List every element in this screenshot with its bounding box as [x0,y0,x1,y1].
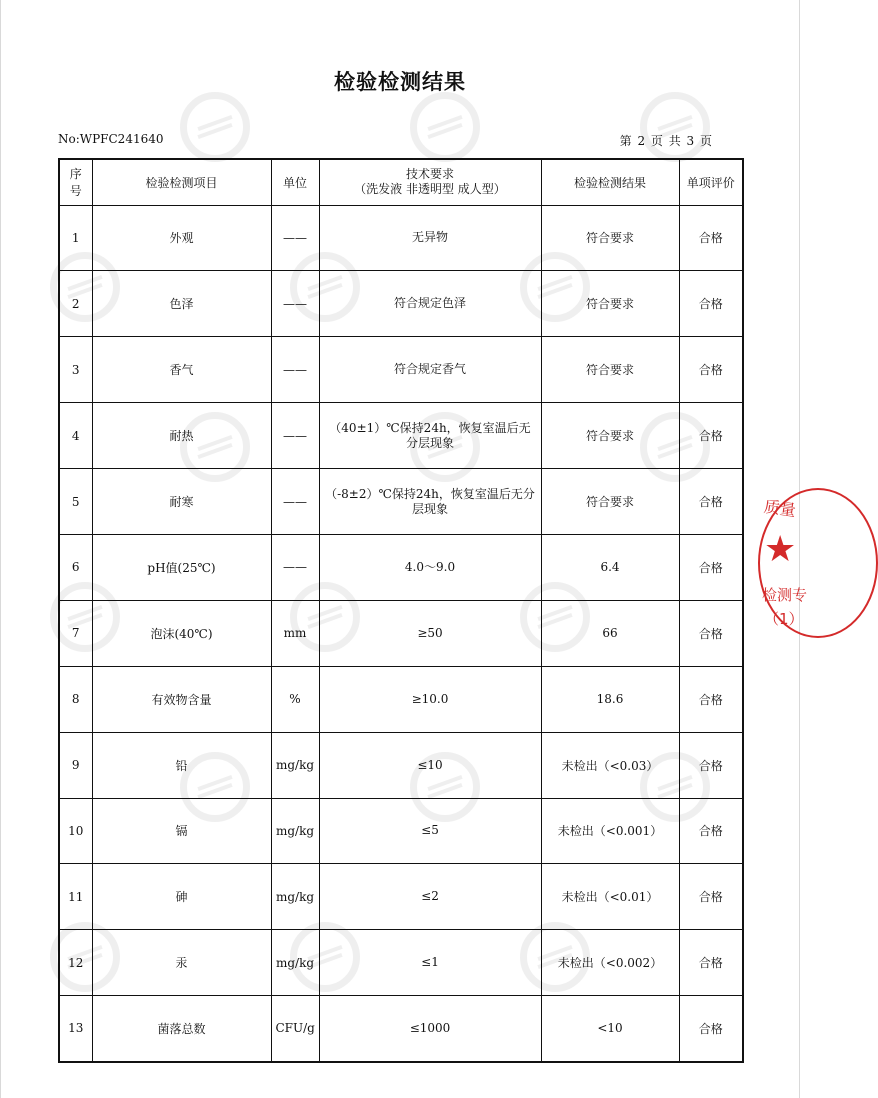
cell-unit: mm [271,600,319,666]
cell-unit: % [271,666,319,732]
cell-requirement: ≤5 [319,798,541,864]
cell-no: 8 [59,666,92,732]
cell-requirement: ≥50 [319,600,541,666]
cell-item: 香气 [92,337,271,403]
cell-item: pH值(25℃) [92,534,271,600]
cell-requirement: 4.0～9.0 [319,534,541,600]
cell-result: 符合要求 [541,403,679,469]
table-row [59,469,743,535]
header-requirement-title: 技术要求 [405,167,454,182]
cell-unit: mg/kg [271,732,319,798]
report-number: No:WPFC241640 [58,132,164,146]
cell-requirement: ≤10 [319,732,541,798]
cell-unit: —— [271,469,319,535]
header-requirement-subtitle: （洗发液 非透明型 成人型） [354,182,506,197]
cell-result: 符合要求 [541,337,679,403]
cell-no: 5 [59,469,92,535]
cell-no: 10 [59,798,92,864]
cell-unit: —— [271,337,319,403]
cell-unit: —— [271,271,319,337]
cell-item: 色泽 [92,271,271,337]
cell-unit: mg/kg [271,930,319,996]
cell-result: 6.4 [541,534,679,600]
cell-unit: CFU/g [271,996,319,1062]
cell-no: 2 [59,271,92,337]
cell-result: 66 [541,600,679,666]
cell-unit: —— [271,534,319,600]
table-row [59,732,743,798]
cell-result: 未检出（<0.03） [541,732,679,798]
cell-evaluation: 合格 [679,732,743,798]
cell-item: 耐热 [92,403,271,469]
cell-evaluation: 合格 [679,798,743,864]
cell-requirement: ≤2 [319,864,541,930]
cell-no: 9 [59,732,92,798]
cell-evaluation: 合格 [679,666,743,732]
cell-no: 11 [59,864,92,930]
header-no: 序号 [59,159,92,205]
header-result: 检验检测结果 [541,159,679,205]
cell-evaluation: 合格 [679,534,743,600]
cell-result: 符合要求 [541,469,679,535]
cell-evaluation: 合格 [679,205,743,271]
cell-unit: mg/kg [271,798,319,864]
cell-item: 泡沫(40℃) [92,600,271,666]
cell-evaluation: 合格 [679,930,743,996]
cell-requirement: ≥10.0 [319,666,541,732]
cell-requirement: ≤1 [319,930,541,996]
cell-item: 铅 [92,732,271,798]
table-row [59,666,743,732]
cell-no: 1 [59,205,92,271]
table-row [59,600,743,666]
table-row [59,996,743,1062]
cell-result: 未检出（<0.002） [541,930,679,996]
cell-requirement: 符合规定色泽 [319,271,541,337]
cell-evaluation: 合格 [679,996,743,1062]
cell-requirement: （-8±2）℃保持24h，恢复室温后无分层现象 [319,469,541,535]
table-header-row [59,159,743,205]
cell-evaluation: 合格 [679,469,743,535]
header-evaluation: 单项评价 [679,159,743,205]
cell-unit: mg/kg [271,864,319,930]
header-requirement [319,159,541,205]
cell-item: 耐寒 [92,469,271,535]
results-table [58,158,744,1063]
cell-unit: —— [271,205,319,271]
seal-star-icon: ★ [764,529,797,570]
table-row [59,337,743,403]
seal-ring [758,488,878,638]
page-info: 第 2 页 共 3 页 [619,134,712,148]
table-row [59,798,743,864]
header-item: 检验检测项目 [92,159,271,205]
cell-result: 未检出（<0.01） [541,864,679,930]
official-seal-stamp [758,488,808,638]
cell-result: 未检出（<0.001） [541,798,679,864]
table-row [59,205,743,271]
table-row [59,271,743,337]
cell-result: 符合要求 [541,271,679,337]
cell-evaluation: 合格 [679,271,743,337]
watermark-logo [640,92,710,162]
cell-evaluation: 合格 [679,600,743,666]
cell-item: 外观 [92,205,271,271]
cell-requirement: 无异物 [319,205,541,271]
cell-item: 砷 [92,864,271,930]
document-title: 检验检测结果 [334,70,466,94]
seal-number: （1） [764,610,804,628]
cell-requirement: ≤1000 [319,996,541,1062]
table-row [59,534,743,600]
cell-result: 符合要求 [541,205,679,271]
cell-item: 有效物含量 [92,666,271,732]
cell-evaluation: 合格 [679,864,743,930]
seal-top-text: 质量 [762,496,798,521]
table-row [59,403,743,469]
watermark-logo [180,92,250,162]
cell-evaluation: 合格 [679,337,743,403]
page-border-left [0,0,1,1098]
cell-item: 菌落总数 [92,996,271,1062]
cell-no: 13 [59,996,92,1062]
cell-result: <10 [541,996,679,1062]
cell-item: 汞 [92,930,271,996]
cell-requirement: （40±1）℃保持24h，恢复室温后无分层现象 [319,403,541,469]
cell-item: 镉 [92,798,271,864]
seal-bottom-text: 检测专 [762,586,808,604]
page-border-right [799,0,800,1098]
watermark-logo [410,92,480,162]
cell-requirement: 符合规定香气 [319,337,541,403]
cell-no: 7 [59,600,92,666]
header-unit: 单位 [271,159,319,205]
table-row [59,864,743,930]
cell-no: 3 [59,337,92,403]
cell-unit: —— [271,403,319,469]
cell-result: 18.6 [541,666,679,732]
cell-evaluation: 合格 [679,403,743,469]
cell-no: 12 [59,930,92,996]
table-row [59,930,743,996]
cell-no: 4 [59,403,92,469]
cell-no: 6 [59,534,92,600]
